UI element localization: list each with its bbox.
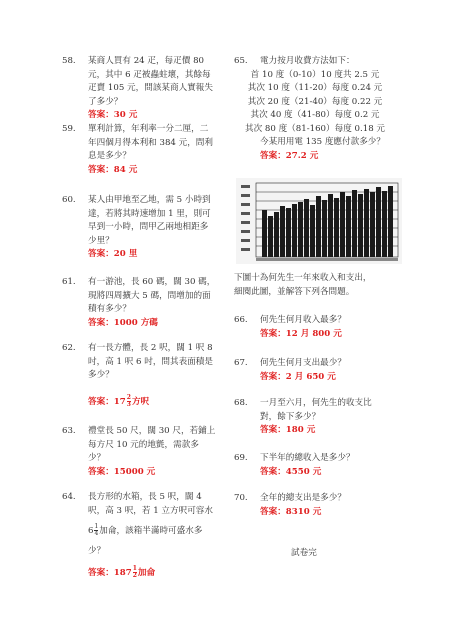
answer-unit: 加侖 [137,568,156,578]
question-text: 某人由甲地至乙地，需 5 小時到 [88,195,211,205]
fraction-denominator: 2 [132,572,137,579]
answer: 答案：20 里 [88,249,138,259]
question-text: 早到一小時，問甲乙兩地相距多 [88,222,209,232]
question-text: 元，其中 6 疋被蟲蛀壞，其餘每 [88,69,211,80]
question-number: 66. [234,315,248,325]
question-65 [234,55,355,69]
question-text: 疋賣 105 元，問該某商人實報失 [88,83,213,93]
rate-line: 其次 10 度（11-20）每度 0.24 元 [247,83,383,93]
question-text: 全年的總支出是多少？ [260,493,346,503]
question-text-rest: 加侖，該箱半滿時可盛水多 [99,526,203,536]
question-68 [234,397,372,438]
question-text: 何先生何月支出最少？ [260,358,346,368]
question-text: 一月至六月，何先生的收支比 [260,398,372,408]
question-number: 63. [62,426,76,436]
question-text: 有一游池，長 60 碼，闊 30 碼， [88,277,216,287]
question-text: 吋，高 1 呎 6 吋，問其表面積是 [88,356,213,367]
intro-text: 下圖十為何先生一年來收入和支出， [234,273,372,283]
answer [88,566,213,581]
mixed-number-whole: 6 [88,526,94,536]
question-number: 65. [234,56,248,66]
question-65-question [234,136,385,163]
answer-unit: 方呎 [131,396,150,407]
question-60 [62,194,211,262]
answer: 答案：12 月 800 元 [260,328,342,339]
question-text: 長方形的水箱，長 5 呎，闊 4 [88,492,202,502]
end-of-paper: 試卷完 [291,548,317,558]
answer-fraction [133,566,137,579]
question-text: 達，若將其時速增加 1 里，則可 [88,208,211,219]
rate-line: 其次 80 度（81-160）每度 0.18 元 [245,124,385,134]
answer: 答案：180 元 [260,425,316,435]
answer: 答案：4550 元 [260,466,322,477]
question-64 [62,491,213,581]
question-text: 現將四周擴大 5 碼，問增加的面 [88,290,211,301]
question-text: 息是多少？ [88,151,131,161]
question-number: 61. [62,277,76,287]
intro-text: 細閱此圖，並解答下列各問題。 [234,286,355,297]
question-text: 少？ [88,545,106,556]
mixed-number-fraction [94,524,98,537]
answer: 答案：8310 元 [260,506,322,517]
question-text: 積有多少？ [88,304,131,314]
question-67 [234,357,346,384]
question-text: 有一長方體，長 2 呎，闊 1 呎 8 [88,343,213,353]
question-text: 少？ [88,453,106,463]
question-number: 62. [62,343,76,353]
question-69 [234,452,355,479]
fraction-numerator: 1 [132,565,137,572]
question-text [88,524,213,539]
figure-intro [234,272,372,299]
question-text: 多少？ [88,370,114,380]
question-text: 下半年的總收入是多少？ [260,453,355,463]
question-text: 單利計算，年利率一分二厘，二 [88,124,209,134]
question-text: 了多少？ [88,96,123,107]
fraction-denominator: 3 [126,400,131,408]
question-text: 禮堂長 50 尺，闊 30 尺，若鋪上 [88,426,216,436]
fraction-denominator: 4 [94,530,99,537]
question-text: 某商人買有 24 疋，每疋價 80 [88,56,205,66]
question-66 [234,314,346,341]
answer-whole: 答案：187 [88,568,132,578]
fraction-numerator: 1 [94,523,99,530]
question-70 [234,492,346,519]
question-number: 59. [62,124,76,134]
question-61 [62,276,215,330]
question-58 [62,55,213,123]
question-number: 60. [62,195,76,205]
answer: 答案：27.2 元 [260,150,319,161]
answer [88,395,213,410]
rate-line: 其次 20 度（21-40）每度 0.22 元 [247,97,383,107]
question-text: 對，餘下多少？ [260,411,321,422]
rate-line: 首 10 度（0-10）10 度共 2.5 元 [250,70,380,80]
question-text: 今某用用電 135 度應付款多少？ [260,137,385,147]
answer: 答案：15000 元 [88,466,156,477]
question-number: 70. [234,493,248,503]
question-62 [62,342,213,409]
answer: 答案：30 元 [88,110,138,120]
question-number: 58. [62,56,76,66]
question-number: 68. [234,398,248,408]
income-expense-figure [236,178,402,264]
answer-fraction [127,395,131,408]
answer-whole: 答案：17 [88,396,126,407]
answer: 答案：84 元 [88,164,138,175]
question-text: 年四個月得本利和 384 元，問利 [88,137,213,148]
question-number: 67. [234,358,248,368]
question-number: 64. [62,492,76,502]
question-59 [62,123,213,177]
question-63 [62,425,215,479]
question-number: 69. [234,453,248,463]
question-text: 少里？ [88,235,114,246]
question-text: 每方尺 10 元的地氈，需款多 [88,439,199,450]
question-text: 呎，高 3 呎，若 1 立方呎可容水 [88,505,213,516]
question-text: 電力按月收費方法如下： [260,56,355,66]
answer: 答案：1000 方碼 [88,317,158,328]
answer: 答案：2 月 650 元 [260,371,336,382]
question-text: 何先生何月收入最多？ [260,315,346,325]
fraction-numerator: 2 [126,393,131,401]
rate-line: 其次 40 度（41-80）每度 0.2 元 [250,110,380,120]
